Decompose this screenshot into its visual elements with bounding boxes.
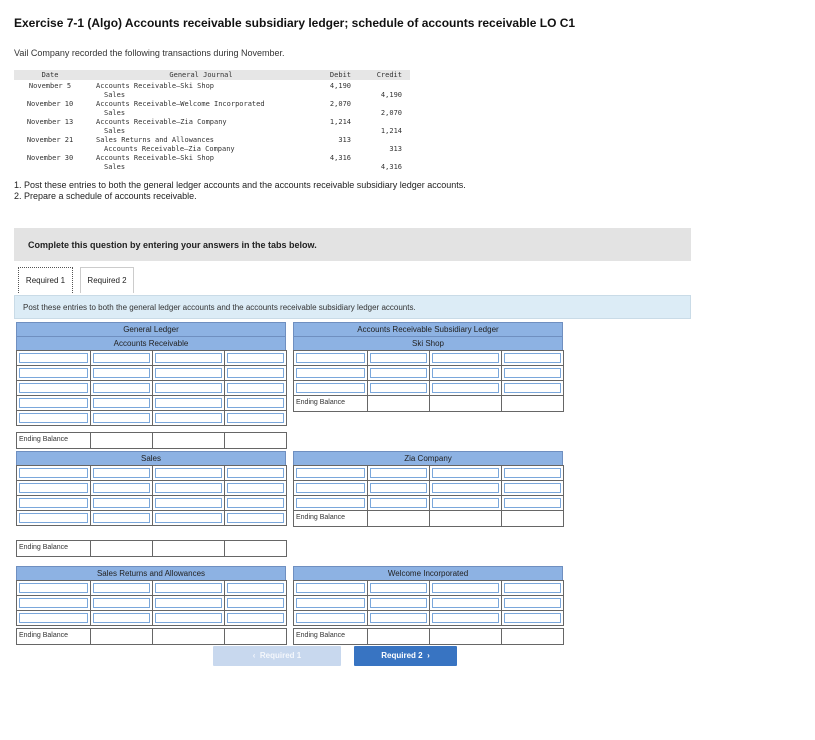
sl-zia-entry-cell[interactable] <box>367 480 430 496</box>
gl-ar-entry-input[interactable] <box>19 368 88 378</box>
sl-zia-entry-input[interactable] <box>504 498 561 508</box>
sl-zia-entry-cell[interactable] <box>429 480 502 496</box>
chevron-right-icon: › <box>427 651 430 660</box>
sl-ski-entry-input[interactable] <box>504 368 561 378</box>
tab-required-1[interactable]: Required 1 <box>18 267 73 293</box>
sl-zia-entry-cell[interactable] <box>293 495 368 511</box>
gl-sra-entry-input[interactable] <box>19 598 88 608</box>
sl-welcome-entry-cell[interactable] <box>501 610 564 626</box>
journal-header-debit: Debit <box>329 71 351 79</box>
sl-welcome-ending-balance-label: Ending Balance <box>296 632 346 639</box>
sl-zia-entry-cell[interactable] <box>293 480 368 496</box>
journal-row-date: November 5 <box>28 82 72 90</box>
journal-row-credit: 2,070 <box>380 109 402 117</box>
gl-ar-entry-cell[interactable] <box>90 380 153 396</box>
sl-ski-ending-balance-label: Ending Balance <box>296 399 346 406</box>
gl-sales-entry-cell[interactable] <box>224 480 287 496</box>
required-instruction-bar <box>14 295 691 319</box>
gl-ar-entry-input[interactable] <box>155 398 222 408</box>
sl-ski-entry-input[interactable] <box>370 368 427 378</box>
journal-row-account: Accounts Receivable—Zia Company <box>104 145 235 153</box>
sl-welcome-entry-input[interactable] <box>296 583 365 593</box>
sl-ski-ending-balance-input[interactable] <box>367 395 430 412</box>
gl-sra-entry-cell[interactable] <box>16 580 91 596</box>
gl-ar-entry-input[interactable] <box>19 413 88 423</box>
gl-sra-ending-blank-cell <box>152 628 225 645</box>
gl-sales-entry-cell[interactable] <box>90 480 153 496</box>
gl-sales-entry-cell[interactable] <box>16 480 91 496</box>
required-instruction-text: Post these entries to both the general ledger accounts and the accounts receivable subsidiary ledger accounts. <box>23 303 416 312</box>
sl-welcome-entry-input[interactable] <box>432 598 499 608</box>
journal-header-credit: Credit <box>376 71 402 79</box>
sl-zia-entry-input[interactable] <box>296 483 365 493</box>
gl-ar-entry-cell[interactable] <box>224 410 287 426</box>
gl-ar-ending-balance-label: Ending Balance <box>19 436 69 443</box>
gl-sales-entry-input[interactable] <box>19 468 88 478</box>
journal-row-account: Sales <box>104 91 126 99</box>
sl-welcome-entry-input[interactable] <box>296 613 365 623</box>
gl-sales-entry-cell[interactable] <box>224 465 287 481</box>
gl-sales-entry-cell[interactable] <box>16 495 91 511</box>
sl-ski-entry-cell[interactable] <box>501 380 564 396</box>
gl-ar-entry-input[interactable] <box>19 383 88 393</box>
gl-sales-ending-balance-input[interactable] <box>90 540 153 557</box>
gl-sales-entry-input[interactable] <box>227 468 284 478</box>
sl-welcome-entry-input[interactable] <box>432 583 499 593</box>
sl-zia-ending-balance-input[interactable] <box>367 510 430 527</box>
sl-zia-entry-cell[interactable] <box>367 465 430 481</box>
sl-ski-entry-cell[interactable] <box>293 365 368 381</box>
sl-welcome-ending-balance-input[interactable] <box>367 628 430 645</box>
gl-ar-entry-input[interactable] <box>93 398 150 408</box>
sl-ski-entry-input[interactable] <box>370 353 427 363</box>
sl-zia-ending-balance-label: Ending Balance <box>296 514 346 521</box>
journal-row-account: Sales <box>104 127 126 135</box>
gl-ar-entry-cell[interactable] <box>16 410 91 426</box>
gl-ar-entry-input[interactable] <box>93 368 150 378</box>
sl-ski-entry-cell[interactable] <box>429 380 502 396</box>
journal-row-account: Accounts Receivable—Zia Company <box>96 118 227 126</box>
gl-sra-entry-cell[interactable] <box>152 610 225 626</box>
sl-ski-entry-input[interactable] <box>504 353 561 363</box>
sl-zia-entry-cell[interactable] <box>501 465 564 481</box>
sl-zia-entry-cell[interactable] <box>501 480 564 496</box>
sl-welcome-entry-cell[interactable] <box>501 595 564 611</box>
gl-sales-entry-cell[interactable] <box>90 510 153 526</box>
gl-ar-entry-cell[interactable] <box>16 365 91 381</box>
gl-ar-entry-input[interactable] <box>227 368 284 378</box>
sl-welcome-entry-input[interactable] <box>370 583 427 593</box>
gl-sales-entry-cell[interactable] <box>90 495 153 511</box>
sl-welcome-entry-input[interactable] <box>296 598 365 608</box>
gl-ar-entry-cell[interactable] <box>152 380 225 396</box>
journal-row-debit: 313 <box>338 136 351 144</box>
gl-ar-entry-input[interactable] <box>19 353 88 363</box>
prev-button-label: Required 1 <box>259 651 302 660</box>
sl-ski-entry-cell[interactable] <box>367 380 430 396</box>
gl-sales-entry-cell[interactable] <box>152 495 225 511</box>
sl-zia-entry-cell[interactable] <box>429 495 502 511</box>
gl-sales-entry-input[interactable] <box>93 513 150 523</box>
journal-row-account: Accounts Receivable—Welcome Incorporated <box>96 100 265 108</box>
gl-sra-entry-input[interactable] <box>93 583 150 593</box>
gl-ar-ending-credit-cell[interactable] <box>224 432 287 449</box>
sl-ski-entry-input[interactable] <box>432 383 499 393</box>
gl-ar-entry-cell[interactable] <box>90 365 153 381</box>
sl-ski-account-name: Ski Shop <box>293 336 563 351</box>
journal-row-date: November 21 <box>26 136 74 144</box>
gl-ar-account-name: Accounts Receivable <box>16 336 286 351</box>
sl-zia-entry-input[interactable] <box>296 468 365 478</box>
gl-sales-entry-input[interactable] <box>93 468 150 478</box>
gl-sra-entry-input[interactable] <box>155 613 222 623</box>
gl-ar-entry-cell[interactable] <box>152 395 225 411</box>
sl-zia-entry-cell[interactable] <box>367 495 430 511</box>
sl-ski-entry-input[interactable] <box>504 383 561 393</box>
instructions <box>14 180 466 202</box>
gl-sales-entry-cell[interactable] <box>224 510 287 526</box>
sl-ski-entry-cell[interactable] <box>429 350 502 366</box>
journal-row-date: November 30 <box>26 154 74 162</box>
sl-welcome-entry-input[interactable] <box>432 613 499 623</box>
sl-ski-entry-cell[interactable] <box>367 365 430 381</box>
sl-welcome-entry-input[interactable] <box>504 613 561 623</box>
gl-sales-entry-input[interactable] <box>93 483 150 493</box>
sl-ski-entry-input[interactable] <box>432 368 499 378</box>
gl-sra-entry-input[interactable] <box>227 583 284 593</box>
journal-header-date: Date <box>41 71 59 79</box>
gl-ar-entry-input[interactable] <box>155 353 222 363</box>
gl-sra-entry-input[interactable] <box>19 613 88 623</box>
gl-sra-entry-cell[interactable] <box>152 580 225 596</box>
gl-ar-entry-input[interactable] <box>93 413 150 423</box>
gl-sales-entry-cell[interactable] <box>152 510 225 526</box>
gl-ar-entry-cell[interactable] <box>152 410 225 426</box>
gl-sales-entry-cell[interactable] <box>224 495 287 511</box>
sl-ski-ending-credit-cell[interactable] <box>501 395 564 412</box>
instruction-1: 1. Post these entries to both the general ledger accounts and the accounts receivable subsidiary ledger accounts. <box>14 180 466 190</box>
gl-ar-entry-input[interactable] <box>155 383 222 393</box>
journal-row-account: Accounts Receivable—Ski Shop <box>96 82 215 90</box>
journal-row-credit: 313 <box>389 145 402 153</box>
sl-ski-entry-input[interactable] <box>296 368 365 378</box>
sl-zia-entry-input[interactable] <box>370 468 427 478</box>
gl-ar-entry-cell[interactable] <box>224 350 287 366</box>
sl-zia-entry-input[interactable] <box>296 498 365 508</box>
journal-row-debit: 2,070 <box>329 100 351 108</box>
intro-text: Vail Company recorded the following transactions during November. <box>14 48 285 58</box>
gl-sra-entry-cell[interactable] <box>90 580 153 596</box>
sl-welcome-entry-cell[interactable] <box>501 580 564 596</box>
sl-zia-entry-cell[interactable] <box>429 465 502 481</box>
journal-row-date: November 10 <box>26 100 74 108</box>
journal-row-account: Accounts Receivable—Ski Shop <box>96 154 215 162</box>
gl-ar-ending-blank-cell <box>152 432 225 449</box>
sl-ski-entry-input[interactable] <box>296 353 365 363</box>
gl-sales-ending-blank-cell <box>152 540 225 557</box>
sl-ski-entry-cell[interactable] <box>429 365 502 381</box>
sl-zia-entry-input[interactable] <box>504 468 561 478</box>
sl-zia-entry-input[interactable] <box>370 483 427 493</box>
journal-row-debit: 4,316 <box>329 154 351 162</box>
gl-sra-entry-cell[interactable] <box>90 595 153 611</box>
gl-sra-entry-cell[interactable] <box>16 610 91 626</box>
next-required-button[interactable] <box>354 646 457 666</box>
gl-ar-entry-cell[interactable] <box>224 395 287 411</box>
journal-row-debit: 4,190 <box>329 82 351 90</box>
gl-sra-entry-input[interactable] <box>93 598 150 608</box>
gl-ar-entry-input[interactable] <box>155 413 222 423</box>
general-ledger-title: General Ledger <box>16 322 286 337</box>
sl-welcome-entry-input[interactable] <box>504 583 561 593</box>
sl-ski-entry-input[interactable] <box>432 353 499 363</box>
chevron-left-icon: ‹ <box>252 651 256 660</box>
journal-row-account: Sales Returns and Allowances <box>96 136 215 144</box>
sl-zia-entry-input[interactable] <box>432 498 499 508</box>
gl-sales-entry-input[interactable] <box>155 483 222 493</box>
sl-welcome-entry-input[interactable] <box>370 613 427 623</box>
gl-sra-entry-input[interactable] <box>155 598 222 608</box>
journal-row-account: Sales <box>104 109 126 117</box>
gl-ar-entry-cell[interactable] <box>224 365 287 381</box>
gl-sales-entry-input[interactable] <box>227 498 284 508</box>
gl-sra-entry-input[interactable] <box>227 598 284 608</box>
gl-sra-entry-input[interactable] <box>93 613 150 623</box>
gl-sales-entry-input[interactable] <box>155 513 222 523</box>
gl-ar-entry-input[interactable] <box>155 368 222 378</box>
subsidiary-ledger-title: Accounts Receivable Subsidiary Ledger <box>293 322 563 337</box>
gl-ar-entry-cell[interactable] <box>152 365 225 381</box>
sl-ski-ending-blank-cell <box>429 395 502 412</box>
sl-ski-entry-cell[interactable] <box>501 350 564 366</box>
gl-ar-entry-input[interactable] <box>93 383 150 393</box>
gl-sales-entry-cell[interactable] <box>152 480 225 496</box>
gl-sra-account-name: Sales Returns and Allowances <box>16 566 286 581</box>
sl-ski-entry-cell[interactable] <box>367 350 430 366</box>
gl-sra-ending-credit-cell[interactable] <box>224 628 287 645</box>
sl-welcome-entry-cell[interactable] <box>429 595 502 611</box>
gl-sra-entry-input[interactable] <box>227 613 284 623</box>
sl-zia-ending-blank-cell <box>429 510 502 527</box>
gl-ar-ending-balance-input[interactable] <box>90 432 153 449</box>
gl-sra-entry-input[interactable] <box>19 583 88 593</box>
gl-sales-entry-cell[interactable] <box>90 465 153 481</box>
sl-zia-entry-input[interactable] <box>432 468 499 478</box>
complete-question-bar <box>14 228 691 261</box>
gl-sales-entry-input[interactable] <box>19 483 88 493</box>
page-title: Exercise 7-1 (Algo) Accounts receivable subsidiary ledger; schedule of accounts receivable LO C1 <box>14 16 576 30</box>
sl-welcome-ending-blank-cell <box>429 628 502 645</box>
gl-sra-entry-cell[interactable] <box>224 610 287 626</box>
gl-sales-entry-cell[interactable] <box>16 510 91 526</box>
sl-welcome-entry-cell[interactable] <box>367 610 430 626</box>
sl-zia-account-name: Zia Company <box>293 451 563 466</box>
gl-sales-entry-cell[interactable] <box>152 465 225 481</box>
sl-welcome-entry-input[interactable] <box>504 598 561 608</box>
sl-zia-ending-credit-cell[interactable] <box>501 510 564 527</box>
journal-row-account: Sales <box>104 163 126 171</box>
gl-sra-entry-cell[interactable] <box>224 595 287 611</box>
sl-ski-entry-input[interactable] <box>370 383 427 393</box>
gl-ar-entry-cell[interactable] <box>152 350 225 366</box>
gl-sra-entry-input[interactable] <box>155 583 222 593</box>
sl-welcome-entry-cell[interactable] <box>429 610 502 626</box>
sl-zia-entry-input[interactable] <box>370 498 427 508</box>
gl-ar-entry-input[interactable] <box>19 398 88 408</box>
journal-row-date: November 13 <box>26 118 74 126</box>
sl-welcome-entry-cell[interactable] <box>293 610 368 626</box>
sl-welcome-entry-cell[interactable] <box>367 580 430 596</box>
sl-ski-entry-cell[interactable] <box>293 380 368 396</box>
gl-ar-entry-input[interactable] <box>227 413 284 423</box>
gl-ar-entry-cell[interactable] <box>16 350 91 366</box>
sl-zia-entry-cell[interactable] <box>501 495 564 511</box>
sl-ski-entry-cell[interactable] <box>293 350 368 366</box>
gl-sales-entry-input[interactable] <box>155 498 222 508</box>
journal-row-debit: 1,214 <box>329 118 351 126</box>
gl-sra-ending-balance-label: Ending Balance <box>19 632 69 639</box>
journal-header-account: General Journal <box>169 71 233 79</box>
gl-ar-entry-cell[interactable] <box>16 395 91 411</box>
gl-sales-entry-input[interactable] <box>19 513 88 523</box>
sl-welcome-entry-cell[interactable] <box>429 580 502 596</box>
complete-question-text: Complete this question by entering your answers in the tabs below. <box>28 240 317 250</box>
gl-ar-entry-input[interactable] <box>93 353 150 363</box>
tab-required-2[interactable]: Required 2 <box>80 267 134 293</box>
gl-sra-ending-balance-input[interactable] <box>90 628 153 645</box>
sl-ski-entry-input[interactable] <box>296 383 365 393</box>
sl-welcome-entry-cell[interactable] <box>293 580 368 596</box>
gl-sales-entry-input[interactable] <box>19 498 88 508</box>
gl-sales-entry-input[interactable] <box>227 483 284 493</box>
next-button-label: Required 2 <box>381 651 423 660</box>
gl-sra-entry-cell[interactable] <box>224 580 287 596</box>
sl-zia-entry-cell[interactable] <box>293 465 368 481</box>
gl-sales-ending-credit-cell[interactable] <box>224 540 287 557</box>
sl-ski-entry-cell[interactable] <box>501 365 564 381</box>
sl-welcome-account-name: Welcome Incorporated <box>293 566 563 581</box>
gl-sales-entry-input[interactable] <box>227 513 284 523</box>
instruction-2: 2. Prepare a schedule of accounts receivable. <box>14 191 197 201</box>
sl-zia-entry-input[interactable] <box>504 483 561 493</box>
gl-sra-entry-cell[interactable] <box>152 595 225 611</box>
gl-ar-entry-cell[interactable] <box>90 410 153 426</box>
gl-ar-entry-cell[interactable] <box>90 350 153 366</box>
journal-row-credit: 4,316 <box>380 163 402 171</box>
gl-sales-entry-input[interactable] <box>155 468 222 478</box>
gl-sra-entry-cell[interactable] <box>90 610 153 626</box>
sl-welcome-entry-cell[interactable] <box>293 595 368 611</box>
gl-ar-entry-cell[interactable] <box>90 395 153 411</box>
gl-ar-entry-input[interactable] <box>227 383 284 393</box>
gl-sales-entry-cell[interactable] <box>16 465 91 481</box>
gl-ar-entry-input[interactable] <box>227 398 284 408</box>
sl-welcome-entry-cell[interactable] <box>367 595 430 611</box>
journal-row-credit: 1,214 <box>380 127 402 135</box>
gl-sales-account-name: Sales <box>16 451 286 466</box>
gl-ar-entry-cell[interactable] <box>224 380 287 396</box>
journal-row-credit: 4,190 <box>380 91 402 99</box>
gl-sales-ending-balance-label: Ending Balance <box>19 544 69 551</box>
sl-welcome-entry-input[interactable] <box>370 598 427 608</box>
gl-ar-entry-cell[interactable] <box>16 380 91 396</box>
sl-welcome-ending-credit-cell[interactable] <box>501 628 564 645</box>
sl-zia-entry-input[interactable] <box>432 483 499 493</box>
gl-ar-entry-input[interactable] <box>227 353 284 363</box>
gl-sra-entry-cell[interactable] <box>16 595 91 611</box>
prev-required-button[interactable] <box>213 646 341 666</box>
gl-sales-entry-input[interactable] <box>93 498 150 508</box>
